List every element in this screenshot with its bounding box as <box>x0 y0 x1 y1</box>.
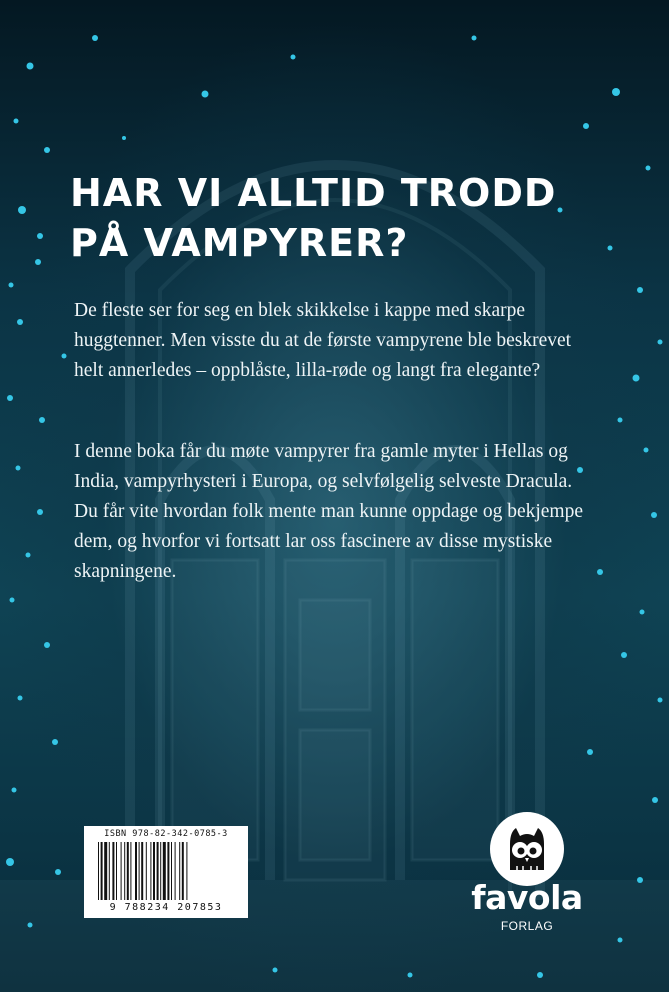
headline-line-2: PÅ VAMPYRER? <box>70 221 409 265</box>
publisher-logo <box>468 812 592 942</box>
blurb-paragraph-1: De fleste ser for seg en blek skikkelse i kappe med skarpe huggtenner. Men visste du at de første vampyrene ble beskrevet helt annerledes – oppblåste, lilla-røde og langt fra elegante? <box>74 300 572 381</box>
owl-icon <box>490 812 564 886</box>
headline <box>70 168 610 268</box>
publisher-imprint: FORLAG <box>500 919 554 933</box>
blurb-paragraph-2: I denne boka får du møte vampyrer fra gamle myter i Hellas og India, vampyrhysteri i Europa, og selvfølgelig selveste Dracula. Du får vite hvordan folk mente man kunne oppdage og bekjempe dem, og hvorfor vi fortsatt lar oss fascinere av disse mystiske skapningene. <box>74 441 584 582</box>
barcode-digits: 9 788234 207853 <box>109 902 223 913</box>
publisher-name: favola <box>471 878 583 917</box>
barcode-bars <box>98 842 234 900</box>
isbn-label: ISBN 978-82-342-0785-3 <box>104 829 228 839</box>
headline-line-1: HAR VI ALLTID TRODD <box>70 171 557 215</box>
isbn-barcode <box>84 826 248 918</box>
